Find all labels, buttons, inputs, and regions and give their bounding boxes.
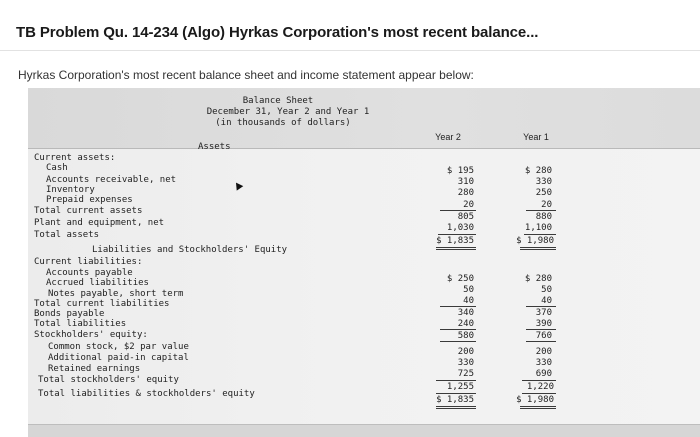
header-divider: [0, 50, 700, 51]
subtotal-rule: [440, 210, 476, 211]
value-year2: 330: [457, 358, 474, 368]
value-year2: 725: [457, 369, 474, 379]
value-year1: 250: [535, 188, 552, 198]
value-year2: 1,030: [446, 223, 474, 233]
row-label: Total liabilities: [34, 319, 127, 329]
value-year1: 690: [535, 369, 552, 379]
value-year1: $ 280: [524, 274, 552, 284]
row-label: Plant and equipment, net: [34, 218, 165, 228]
statement-date: December 31, Year 2 and Year 1: [206, 107, 370, 117]
value-year2: $ 1,835: [436, 395, 474, 405]
value-year2: 340: [457, 308, 474, 318]
value-year2: 240: [457, 319, 474, 329]
value-year1: 1,100: [524, 223, 552, 233]
column-header-year1: Year 1: [523, 132, 549, 142]
subtotal-rule: [526, 341, 556, 342]
subtotal-rule: [526, 306, 556, 307]
subtotal-rule: [440, 306, 476, 307]
total-double-rule: [520, 249, 556, 250]
total-double-rule: [436, 247, 476, 248]
value-year2: 280: [457, 188, 474, 198]
row-label: Accounts receivable, net: [46, 175, 177, 185]
value-year2: 1,255: [446, 382, 474, 392]
column-header-year2: Year 2: [435, 132, 461, 142]
row-label: Bonds payable: [34, 309, 105, 319]
row-label: Total stockholders' equity: [38, 375, 179, 385]
subtotal-rule: [436, 380, 476, 381]
subtotal-rule: [526, 210, 556, 211]
balance-sheet-photo: [28, 88, 700, 436]
value-year2: 580: [457, 331, 474, 341]
value-year1: 880: [535, 212, 552, 222]
value-year1: 330: [535, 358, 552, 368]
value-year1: $ 1,980: [516, 395, 554, 405]
subtotal-rule: [522, 380, 556, 381]
row-label: Notes payable, short term: [48, 289, 184, 299]
value-year2: $ 1,835: [436, 236, 474, 246]
value-year2: $ 250: [446, 274, 474, 284]
value-year1: 1,220: [526, 382, 554, 392]
value-year1: $ 1,980: [516, 236, 554, 246]
total-double-rule: [436, 406, 476, 407]
row-label: Prepaid expenses: [46, 195, 133, 205]
row-label: Total liabilities & stockholders' equity: [38, 389, 255, 399]
value-year2: 310: [457, 177, 474, 187]
subtotal-rule: [440, 329, 476, 330]
value-year2: 200: [457, 347, 474, 357]
intro-text: Hyrkas Corporation's most recent balance sheet and income statement appear below:: [18, 68, 474, 82]
value-year1: 390: [535, 319, 552, 329]
value-year1: 20: [541, 200, 552, 210]
total-double-rule: [520, 406, 556, 407]
liabilities-section-header: Liabilities and Stockholders' Equity: [92, 245, 288, 255]
value-year1: 370: [535, 308, 552, 318]
subtotal-rule: [440, 341, 476, 342]
value-year1: 330: [535, 177, 552, 187]
footer-band: [28, 424, 700, 437]
row-label: Inventory: [46, 185, 95, 195]
row-label: Current assets:: [34, 153, 116, 163]
mouse-cursor-icon: [233, 180, 244, 190]
subtotal-rule: [522, 393, 556, 394]
value-year1: 760: [535, 331, 552, 341]
total-double-rule: [520, 247, 556, 248]
value-year1: 40: [541, 296, 552, 306]
problem-title: TB Problem Qu. 14-234 (Algo) Hyrkas Corporation's most recent balance...: [16, 24, 539, 41]
total-double-rule: [520, 408, 556, 409]
row-label: Total current liabilities: [34, 299, 170, 309]
row-label: Accrued liabilities: [46, 278, 149, 288]
row-label: Total assets: [34, 230, 100, 240]
value-year2: $ 195: [446, 166, 474, 176]
statement-title: Balance Sheet: [242, 96, 314, 106]
value-year2: 40: [463, 296, 474, 306]
value-year1: 50: [541, 285, 552, 295]
value-year2: 805: [457, 212, 474, 222]
value-year1: 200: [535, 347, 552, 357]
row-label: Total current assets: [34, 206, 143, 216]
row-label: Stockholders' equity:: [34, 330, 148, 340]
assets-section-header: Assets: [198, 142, 231, 152]
row-label: Additional paid-in capital: [48, 353, 189, 363]
value-year2: 50: [463, 285, 474, 295]
total-double-rule: [436, 249, 476, 250]
value-year1: $ 280: [524, 166, 552, 176]
header-band-rule: [28, 148, 700, 149]
row-label: Cash: [46, 163, 68, 173]
row-label: Common stock, $2 par value: [48, 342, 189, 352]
subtotal-rule: [524, 234, 556, 235]
total-double-rule: [436, 408, 476, 409]
row-label: Retained earnings: [48, 364, 141, 374]
value-year2: 20: [463, 200, 474, 210]
statement-units: (in thousands of dollars): [215, 118, 351, 128]
row-label: Current liabilities:: [34, 257, 143, 267]
subtotal-rule: [526, 329, 556, 330]
subtotal-rule: [436, 393, 476, 394]
row-label: Accounts payable: [46, 268, 133, 278]
subtotal-rule: [438, 234, 476, 235]
